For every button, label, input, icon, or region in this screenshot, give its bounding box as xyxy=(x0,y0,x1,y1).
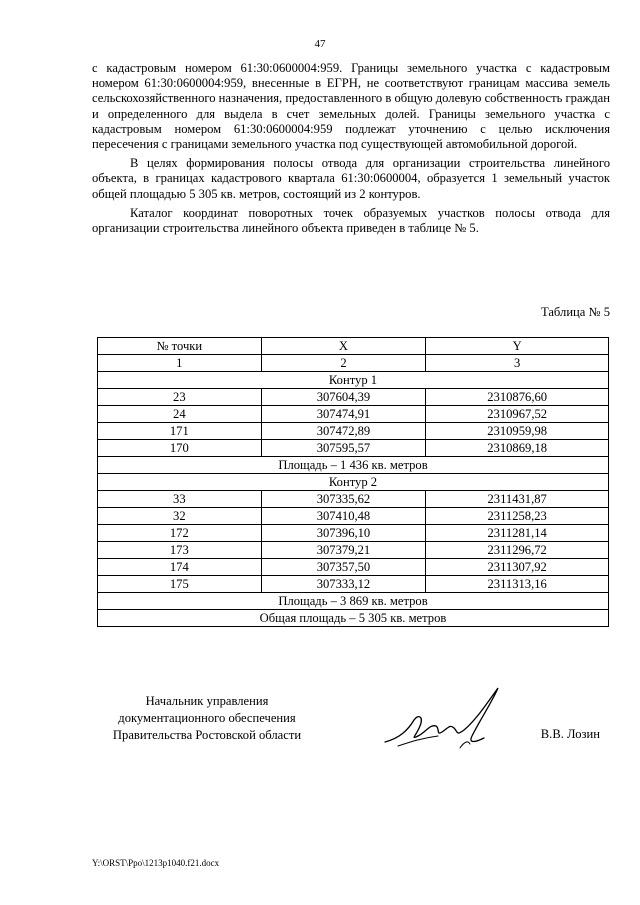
y-cell: 2310869,18 xyxy=(426,440,609,457)
table-row xyxy=(98,491,609,508)
x-cell: 307595,57 xyxy=(261,440,426,457)
y-cell: 2310967,52 xyxy=(426,406,609,423)
contour-area-row xyxy=(98,593,609,610)
signatory-title-line: документационного обеспечения xyxy=(118,711,296,725)
point-number-cell: 33 xyxy=(98,491,262,508)
table-row xyxy=(98,406,609,423)
x-cell: 307396,10 xyxy=(261,525,426,542)
column-number: 1 xyxy=(98,355,262,372)
y-cell: 2310959,98 xyxy=(426,423,609,440)
y-cell: 2311258,23 xyxy=(426,508,609,525)
x-cell: 307410,48 xyxy=(261,508,426,525)
page-number: 47 xyxy=(314,38,326,50)
table-row xyxy=(98,525,609,542)
table-row xyxy=(98,389,609,406)
contour-title-row xyxy=(98,372,609,389)
contour-area-row xyxy=(98,457,609,474)
table-row xyxy=(98,440,609,457)
handwritten-signature xyxy=(380,680,520,758)
paragraph-1: с кадастровым номером 61:30:0600004:959. Границы земельного участка с кадастровым номером 61:30:0600004:959, внесенные в ЕГРН, не соответствуют границам массива земель сельскохозяйственного назначения, предоставленного в общую долевую собственность граждан и определенного для выдела в счет земельных долей. Границы земельного участка с кадастровым номером 61:30:0600004:959 подлежат уточнению с целью исключения пересечения с границами земельного участка под существующей автомобильной дорогой. xyxy=(92,61,610,152)
total-area: Общая площадь – 5 305 кв. метров xyxy=(98,610,609,627)
x-cell: 307379,21 xyxy=(261,542,426,559)
y-cell: 2311296,72 xyxy=(426,542,609,559)
column-number: 3 xyxy=(426,355,609,372)
paragraph-3: Каталог координат поворотных точек образуемых участков полосы отвода для организации строительства линейного объекта приведен в таблице № 5. xyxy=(92,205,610,236)
y-cell: 2311307,92 xyxy=(426,559,609,576)
signer-name: В.В. Лозин xyxy=(540,727,600,741)
table-column-number-row xyxy=(98,355,609,372)
signatory-title-line: Правительства Ростовской области xyxy=(112,728,302,742)
point-number-cell: 174 xyxy=(98,559,262,576)
y-cell: 2311431,87 xyxy=(426,491,609,508)
y-cell: 2311313,16 xyxy=(426,576,609,593)
signatory-title-line: Начальник управления xyxy=(145,694,269,708)
point-number-cell: 170 xyxy=(98,440,262,457)
contour-2-area: Площадь – 3 869 кв. метров xyxy=(98,593,609,610)
point-number-cell: 171 xyxy=(98,423,262,440)
table-row xyxy=(98,542,609,559)
table-row xyxy=(98,576,609,593)
contour-1-title: Контур 1 xyxy=(98,372,609,389)
table-header-row xyxy=(98,338,609,355)
point-number-cell: 24 xyxy=(98,406,262,423)
table-caption: Таблица № 5 xyxy=(540,305,610,319)
total-area-row xyxy=(98,610,609,627)
point-number-cell: 23 xyxy=(98,389,262,406)
x-cell: 307333,12 xyxy=(261,576,426,593)
coordinates-table xyxy=(97,337,609,627)
point-number-cell: 173 xyxy=(98,542,262,559)
header-y: Y xyxy=(426,338,609,355)
y-cell: 2310876,60 xyxy=(426,389,609,406)
x-cell: 307357,50 xyxy=(261,559,426,576)
paragraph-2: В целях формирования полосы отвода для организации строительства линейного объекта, в границах кадастрового квартала 61:30:0600004, образуется 1 земельный участок общей площадью 5 305 кв. метров, состоящий из 2 контуров. xyxy=(92,156,610,201)
contour-2-title: Контур 2 xyxy=(98,474,609,491)
table-row xyxy=(98,423,609,440)
point-number-cell: 175 xyxy=(98,576,262,593)
x-cell: 307472,89 xyxy=(261,423,426,440)
column-number: 2 xyxy=(261,355,426,372)
y-cell: 2311281,14 xyxy=(426,525,609,542)
body-text xyxy=(92,61,610,240)
x-cell: 307474,91 xyxy=(261,406,426,423)
header-point-number: № точки xyxy=(98,338,262,355)
x-cell: 307604,39 xyxy=(261,389,426,406)
signatory-title xyxy=(92,693,322,744)
contour-1-area: Площадь – 1 436 кв. метров xyxy=(98,457,609,474)
contour-title-row xyxy=(98,474,609,491)
table-row xyxy=(98,559,609,576)
x-cell: 307335,62 xyxy=(261,491,426,508)
header-x: X xyxy=(261,338,426,355)
file-path-footer: Y:\ORST\Ppo\1213p1040.f21.docx xyxy=(92,858,220,868)
point-number-cell: 32 xyxy=(98,508,262,525)
table-row xyxy=(98,508,609,525)
point-number-cell: 172 xyxy=(98,525,262,542)
